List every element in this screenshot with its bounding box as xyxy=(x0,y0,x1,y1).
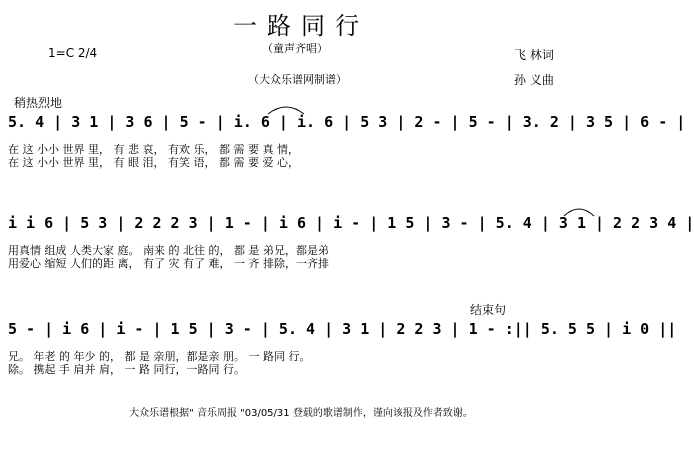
song-subtitle: （童声齐唱） xyxy=(262,42,328,55)
slur-mark-2 xyxy=(562,204,596,218)
ending-label: 结束句 xyxy=(470,303,507,317)
song-title: 一路同行 xyxy=(233,12,369,40)
lyric-line-3b: 除。 携起 手 肩并 肩， 一 路 同行，一路同 行。 xyxy=(8,363,245,376)
notation-line-2: i i 6 | 5 3 | 2 2 2 3 | 1 - | i 6 | i - | 1 5 | 3 - | 5. 4 | 3 1 | 2 2 3 4 | xyxy=(8,214,694,232)
lyric-line-2b: 用爱心 缩短 人们的距 离， 有了 灾 有了 难， 一 齐 排除，一齐排 xyxy=(8,257,329,270)
key-signature: 1=C 2/4 xyxy=(48,46,98,60)
made-by-note: （大众乐谱网制谱） xyxy=(248,73,347,86)
slur-mark xyxy=(266,102,306,116)
lyric-line-3a: 兄。 年老 的 年少 的， 都 是 亲朋，都是亲 朋。 一 路同 行。 xyxy=(8,350,311,363)
tempo-marking: 稍热烈地 xyxy=(14,96,63,110)
notation-line-1: 5. 4 | 3 1 | 3 6 | 5 - | i. 6 | i. 6 | 5 3 | 2 - | 5 - | 3. 2 | 3 5 | 6 - | xyxy=(8,113,686,131)
lyric-line-1a: 在 这 小小 世界 里， 有 悲 哀， 有欢 乐， 都 需 要 真 情， xyxy=(8,143,299,156)
lyric-line-2a: 用真情 组成 人类大家 庭。 南来 的 北往 的， 都 是 弟兄，都是弟 xyxy=(8,244,329,257)
notation-line-3: 5 - | i 6 | i - | 1 5 | 3 - | 5. 4 | 3 1 | 2 2 3 | 1 - :|| 5. 5 5 | i 0 || xyxy=(8,320,677,338)
lyric-line-1b: 在 这 小小 世界 里， 有 眼 泪， 有笑 语， 都 需 要 爱 心， xyxy=(8,156,299,169)
lyricist: 飞 林词 xyxy=(514,48,554,62)
footer-credit: 大众乐谱根据" 音乐周报 "03/05/31 登载的歌谱制作，谨向该报及作者致谢。 xyxy=(129,408,473,419)
composer: 孙 义曲 xyxy=(514,73,554,87)
